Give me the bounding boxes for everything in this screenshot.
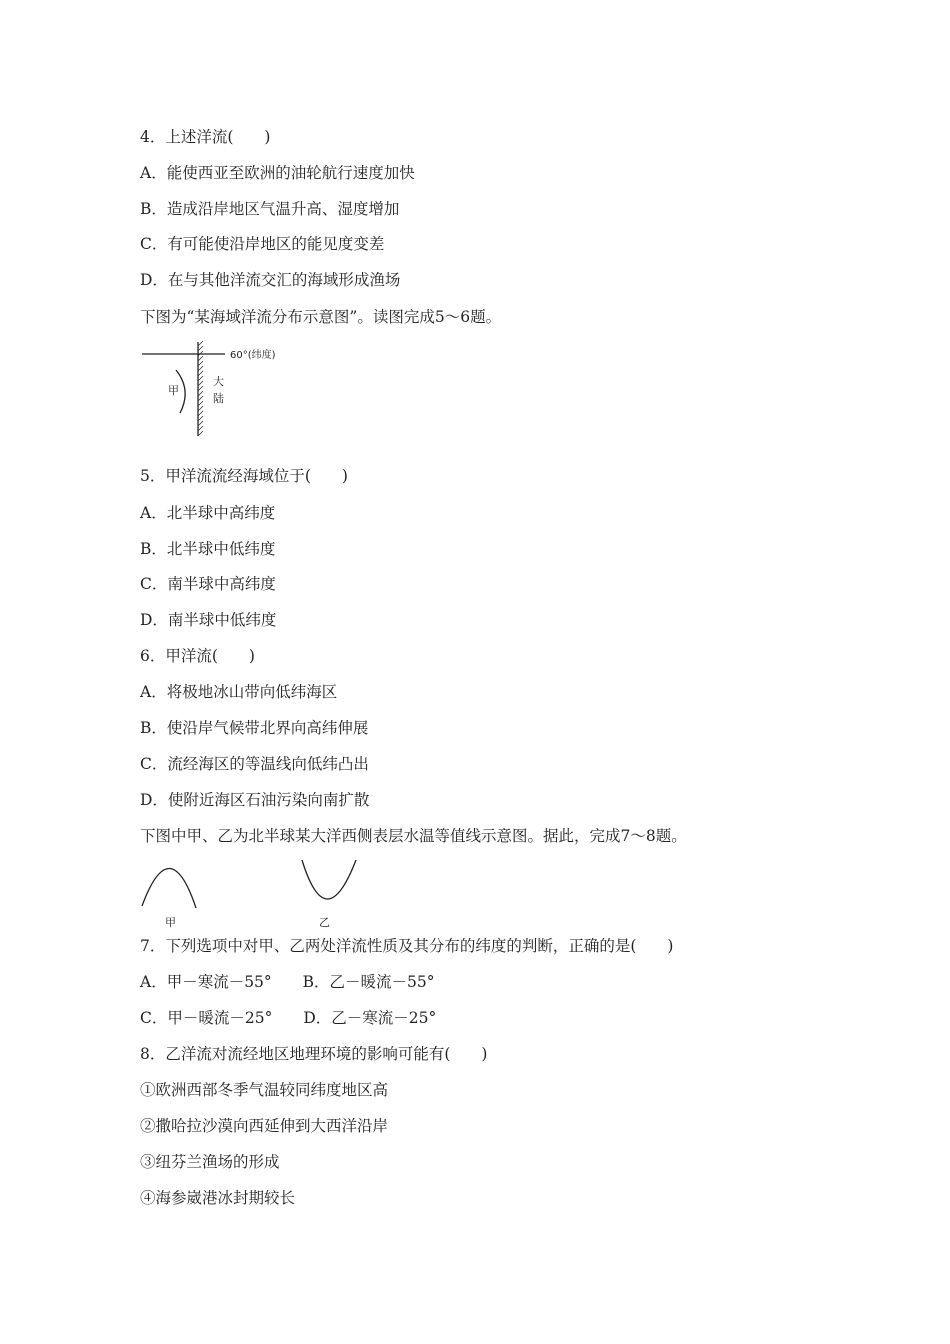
current-label-jia: 甲 (168, 384, 179, 397)
isotherm-curve-yi (302, 860, 356, 899)
ocean-current-diagram (140, 340, 310, 440)
q5-option-c: C．南半球中高纬度 (140, 575, 276, 593)
q8-item-3: ③纽芬兰渔场的形成 (140, 1153, 280, 1171)
q7-options-row2: C．甲－暖流－25° D．乙－寒流－25° (140, 1009, 437, 1027)
latitude-label: 60°(纬度) (230, 350, 276, 361)
isotherm-diagram (138, 856, 368, 934)
q6-stem: 6．甲洋流( ) (140, 647, 255, 665)
q7-stem: 7．下列选项中对甲、乙两处洋流性质及其分布的纬度的判断，正确的是( ) (140, 937, 674, 955)
q7-options-row1: A．甲－寒流－55° B．乙－暖流－55° (140, 973, 435, 991)
intro-5-6: 下图为“某海域洋流分布示意图”。读图完成5～6题。 (140, 308, 502, 326)
q5-option-b: B．北半球中低纬度 (140, 540, 276, 558)
q4-option-a: A．能使西亚至欧洲的油轮航行速度加快 (140, 164, 415, 182)
q6-option-b: B．使沿岸气候带北界向高纬伸展 (140, 719, 369, 737)
q4-option-d: D．在与其他洋流交汇的海域形成渔场 (140, 271, 401, 289)
q8-stem: 8．乙洋流对流经地区地理环境的影响可能有( ) (140, 1045, 488, 1063)
q8-item-2: ②撒哈拉沙漠向西延伸到大西洋沿岸 (140, 1117, 389, 1135)
curve-label-jia: 甲 (165, 916, 176, 929)
q4-option-b: B．造成沿岸地区气温升高、湿度增加 (140, 200, 400, 218)
intro-7-8: 下图中甲、乙为北半球某大洋西侧表层水温等值线示意图。据此，完成7～8题。 (140, 827, 687, 845)
q8-item-4: ④海参崴港冰封期较长 (140, 1189, 296, 1207)
q6-option-c: C．流经海区的等温线向低纬凸出 (140, 755, 369, 773)
q5-option-a: A．北半球中高纬度 (140, 504, 276, 522)
curve-label-yi: 乙 (319, 916, 330, 929)
q6-option-d: D．使附近海区石油污染向南扩散 (140, 791, 370, 809)
q5-option-d: D．南半球中低纬度 (140, 611, 277, 629)
land-hatching (198, 341, 203, 436)
q4-stem: 4．上述洋流( ) (140, 128, 271, 146)
q4-option-c: C．有可能使沿岸地区的能见度变差 (140, 235, 385, 253)
q6-option-a: A．将极地冰山带向低纬海区 (140, 683, 338, 701)
isotherm-curve-jia (142, 868, 196, 908)
q8-item-1: ①欧洲西部冬季气温较同纬度地区高 (140, 1081, 389, 1099)
land-label-bottom: 陆 (213, 392, 224, 405)
land-label-top: 大 (213, 375, 224, 388)
q5-stem: 5．甲洋流流经海域位于( ) (140, 467, 348, 485)
